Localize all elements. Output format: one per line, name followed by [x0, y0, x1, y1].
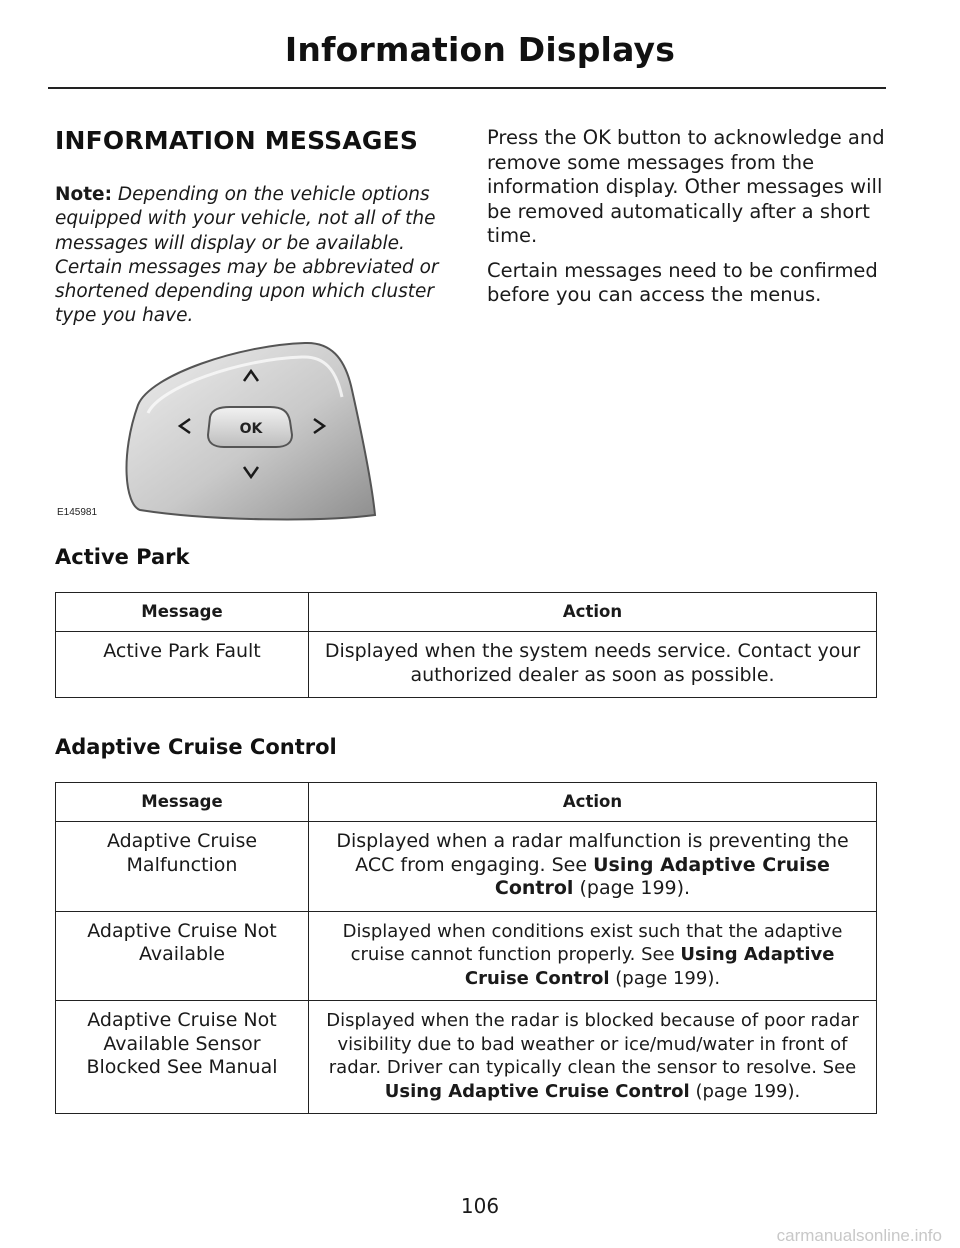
confirm-paragraph: Certain messages need to be confirmed before you can access the menus. [487, 258, 878, 306]
message-column-header: Message [56, 593, 309, 632]
action-cell: Displayed when the system needs service. Contact your authorized dealer as soon as possible. [309, 632, 877, 698]
left-column [55, 126, 450, 329]
page-reference: (page 199). [609, 967, 721, 989]
table-header-row [56, 783, 877, 822]
steering-control-figure [55, 335, 385, 527]
message-cell: Adaptive Cruise Malfunction [56, 822, 309, 912]
page-reference: (page 199). [573, 877, 691, 899]
table-row [56, 822, 877, 912]
message-cell: Adaptive Cruise Not Available [56, 911, 309, 1001]
action-column-header: Action [309, 783, 877, 822]
cross-reference-link[interactable]: Using Adaptive Cruise Control [494, 853, 830, 899]
action-cell [309, 911, 877, 1001]
section-title: INFORMATION MESSAGES [55, 126, 419, 155]
steering-wheel-control-illustration [120, 335, 380, 525]
message-column-header: Message [56, 783, 309, 822]
page-header-title: Information Displays [284, 30, 676, 69]
active-park-table [55, 592, 877, 698]
action-cell [309, 822, 877, 912]
acc-table [55, 782, 877, 1114]
table-row [56, 632, 877, 698]
message-cell: Adaptive Cruise Not Available Sensor Blocked See Manual [56, 1001, 309, 1114]
message-cell: Active Park Fault [56, 632, 309, 698]
watermark: carmanualsonline.info [776, 1226, 942, 1245]
action-text: Displayed when a radar malfunction is preventing the ACC from engaging. See [336, 830, 849, 876]
active-park-title: Active Park [55, 545, 190, 569]
page-number: 106 [460, 1194, 500, 1218]
action-column-header: Action [309, 593, 877, 632]
note-text: Depending on the vehicle options equipped with your vehicle, not all of the messages will display or be available. Certain messages may be abbreviated or shortened depending upon which cluster type you have. [55, 184, 439, 327]
action-text: Displayed when the radar is blocked because of poor radar visibility due to bad weather or ice/mud/water in front of radar. Driver can typically clean the sensor to resolve. See [326, 1010, 859, 1078]
ok-button-label: OK [239, 421, 263, 437]
page-reference: (page 199). [689, 1080, 801, 1102]
note-label: Note: [55, 184, 112, 205]
ok-button[interactable] [208, 407, 292, 447]
action-cell [309, 1001, 877, 1114]
cross-reference-link[interactable]: Using Adaptive Cruise Control [464, 944, 835, 989]
header-divider [48, 87, 886, 89]
ok-button-paragraph: Press the OK button to acknowledge and remove some messages from the information display. Other messages will be removed automatically after a short time. [487, 126, 885, 247]
cross-reference-link[interactable]: Using Adaptive Cruise Control [384, 1080, 690, 1102]
table-row [56, 911, 877, 1001]
table-row [56, 1001, 877, 1114]
figure-code: E145981 [57, 507, 98, 518]
action-text: Displayed when conditions exist such that the adaptive cruise cannot function properly. See [342, 920, 843, 965]
table-header-row [56, 593, 877, 632]
right-column [487, 126, 887, 318]
note-paragraph [55, 183, 450, 329]
acc-title: Adaptive Cruise Control [55, 735, 337, 759]
